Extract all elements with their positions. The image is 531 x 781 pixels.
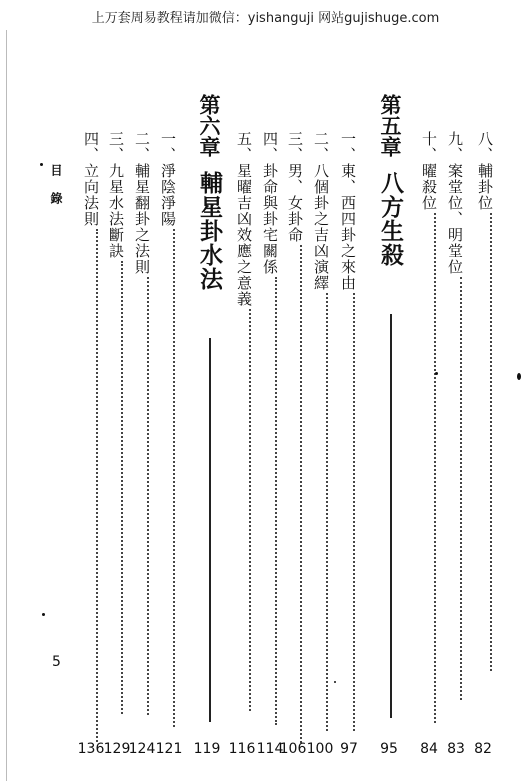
scan-speck bbox=[334, 681, 336, 683]
chapter-6-heading[interactable] bbox=[197, 94, 220, 291]
page-number: 100 bbox=[306, 741, 334, 757]
chapter-6-rule bbox=[209, 338, 211, 722]
scan-speck bbox=[40, 163, 43, 166]
toc-entry[interactable] bbox=[287, 131, 302, 743]
toc-entry-title: 一、淨陰淨陽 bbox=[159, 131, 177, 227]
chapter-5-heading[interactable] bbox=[378, 94, 401, 267]
toc-entry-title: 十、曜殺位 bbox=[420, 131, 438, 211]
toc-entry[interactable] bbox=[236, 131, 251, 711]
dot-leader bbox=[96, 229, 98, 742]
toc-entry-title: 九、案堂位、明堂位 bbox=[446, 131, 464, 275]
page-number: 84 bbox=[420, 741, 438, 757]
toc-entry[interactable] bbox=[421, 131, 436, 723]
page-number: 114 bbox=[256, 741, 284, 757]
toc-entry[interactable] bbox=[447, 131, 462, 700]
page-number: 124 bbox=[128, 741, 156, 757]
folio-number: 5 bbox=[52, 654, 61, 670]
scan-speck bbox=[435, 372, 438, 375]
toc-entry-title: 四、卦命與卦宅關係 bbox=[261, 131, 279, 275]
dot-leader bbox=[249, 309, 251, 711]
scan-speck bbox=[517, 373, 521, 380]
page-number: 83 bbox=[447, 741, 465, 757]
toc-side-label: 目錄 bbox=[49, 164, 63, 220]
page-number: 129 bbox=[103, 741, 131, 757]
toc-entry[interactable] bbox=[340, 131, 355, 731]
toc-entry-title: 二、八個卦之吉凶演繹 bbox=[312, 131, 330, 291]
toc-entry-title: 五、星曜吉凶效應之意義 bbox=[235, 131, 253, 307]
page-number: 116 bbox=[228, 741, 256, 757]
toc-entry-title: 二、輔星翻卦之法則 bbox=[133, 131, 151, 275]
toc-entry-title: 八、輔卦位 bbox=[476, 131, 494, 211]
toc-entry[interactable] bbox=[313, 131, 328, 731]
dot-leader bbox=[173, 229, 175, 727]
dot-leader bbox=[121, 261, 123, 714]
toc-entry[interactable] bbox=[160, 131, 175, 727]
chapter-5-title: 八方生殺 bbox=[377, 171, 403, 267]
page-number: 82 bbox=[474, 741, 492, 757]
toc-entry[interactable] bbox=[262, 131, 277, 725]
dot-leader bbox=[490, 213, 492, 671]
toc-entry-title: 四、立向法則 bbox=[82, 131, 100, 227]
toc-entry[interactable] bbox=[83, 131, 98, 742]
scan-speck bbox=[42, 613, 45, 616]
page-number: 136 bbox=[77, 741, 105, 757]
page-border bbox=[6, 30, 7, 781]
chapter-6-page-number: 119 bbox=[193, 741, 221, 757]
dot-leader bbox=[275, 277, 277, 725]
chapter-6-title: 輔星卦水法 bbox=[196, 171, 222, 291]
page-number: 97 bbox=[340, 741, 358, 757]
toc-entry-title: 三、男、女卦命 bbox=[286, 131, 304, 243]
page-number: 121 bbox=[155, 741, 183, 757]
dot-leader bbox=[434, 213, 436, 723]
toc-entry[interactable] bbox=[477, 131, 492, 671]
chapter-5-page-number: 95 bbox=[380, 741, 398, 757]
chapter-5-rule bbox=[390, 314, 392, 718]
dot-leader bbox=[353, 293, 355, 731]
chapter-6-number: 第六章 bbox=[197, 94, 221, 157]
dot-leader bbox=[147, 277, 149, 715]
page-number: 106 bbox=[279, 741, 307, 757]
chapter-5-number: 第五章 bbox=[378, 94, 402, 157]
toc-entry[interactable] bbox=[134, 131, 149, 715]
watermark-text: 上万套周易教程请加微信：yishanguji 网站gujishuge.com bbox=[91, 11, 440, 26]
dot-leader bbox=[326, 293, 328, 731]
toc-entry[interactable] bbox=[108, 131, 123, 714]
dot-leader bbox=[460, 277, 462, 700]
toc-entry-title: 三、九星水法斷訣 bbox=[107, 131, 125, 259]
dot-leader bbox=[300, 245, 302, 743]
toc-entry-title: 一、東、西四卦之來由 bbox=[339, 131, 357, 291]
